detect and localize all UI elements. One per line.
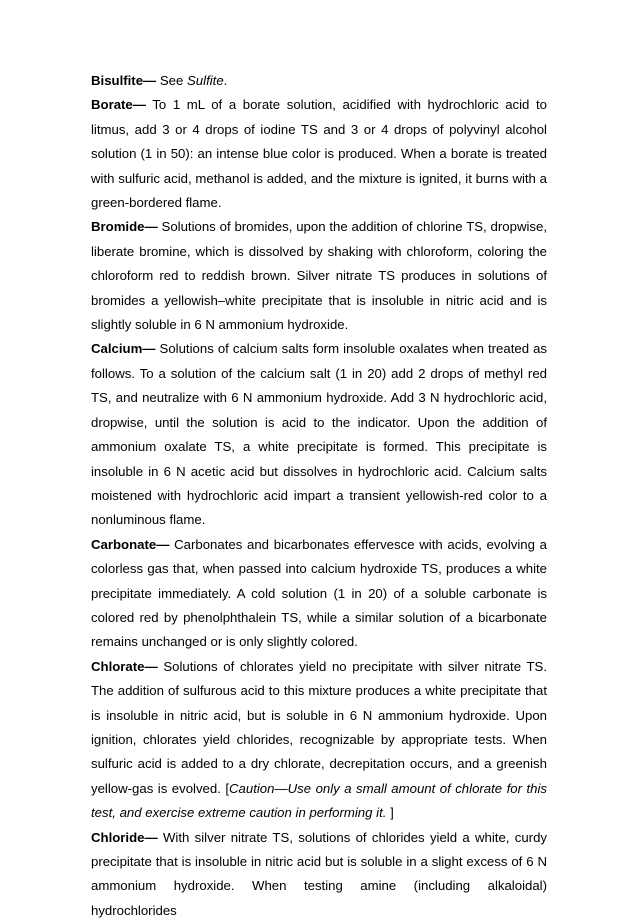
entry-text-after: . (223, 73, 228, 88)
entry-text: With silver nitrate TS, solutions of chlorides yield a white, curdy precipitate that is insoluble in nitric acid but is soluble in a slight excess of 6 N ammonium hydroxide. When testing amine (including alkaloidal) hydrochlorides (91, 829, 547, 918)
entry-italic-text: Sulfite (187, 73, 224, 88)
entry-chloride (91, 826, 547, 923)
entry-bisulfite (91, 69, 547, 93)
entry-term: Bisulfite— (91, 73, 157, 88)
entry-borate (91, 93, 547, 215)
entry-term: Chloride— (91, 829, 158, 845)
entry-calcium (91, 337, 547, 532)
entry-carbonate (91, 533, 547, 655)
entry-text: Carbonates and bicarbonates effervesce with acids, evolving a colorless gas that, when passed into calcium hydroxide TS, produces a white precipitate immediately. A cold solution (1 in 20) of a soluble carbonate is colored red by phenolphthalein TS, while a similar solution of a bicarbonate remains unchanged or is only slightly colored. (91, 536, 547, 650)
entry-chlorate (91, 655, 547, 826)
entry-text-after: ] (386, 805, 394, 821)
entry-term: Carbonate— (91, 536, 170, 552)
entry-text: See (156, 73, 188, 88)
entry-term: Borate— (91, 97, 146, 113)
entry-text: Solutions of bromides, upon the addition of chlorine TS, dropwise, liberate bromine, which is dissolved by shaking with chloroform, coloring the chloroform red to reddish brown. Silver nitrate TS produces in solutions of bromides a yellowish–white precipitate that is insoluble in nitric acid and is slightly soluble in 6 N ammonium hydroxide. (91, 219, 547, 333)
entry-term: Bromide— (91, 219, 158, 235)
entry-bromide (91, 215, 547, 337)
entry-caution-text: Caution—Use only a small amount of chlorate for this test, and exercise extreme caution in performing it. (91, 780, 547, 821)
entry-text: Solutions of chlorates yield no precipitate with silver nitrate TS. The addition of sulfurous acid to this mixture produces a white precipitate that is insoluble in nitric acid, but is soluble in 6 N ammonium hydroxide. Upon ignition, chlorates yield chlorides, recognizable by appropriate tests. When sulfuric acid is added to a dry chlorate, decrepitation occurs, and a greenish yellow-gas is evolved. [ (91, 658, 547, 796)
entry-text: Solutions of calcium salts form insoluble oxalates when treated as follows. To a solution of the calcium salt (1 in 20) add 2 drops of methyl red TS, and neutralize with 6 N ammonium hydroxide. Add 3 N hydrochloric acid, dropwise, until the solution is acid to the indicator. Upon the addition of ammonium oxalate TS, a white precipitate is formed. This precipitate is insoluble in 6 N acetic acid but dissolves in hydrochloric acid. Calcium salts moistened with hydrochloric acid impart a transient yellowish-red color to a nonluminous flame. (91, 341, 547, 528)
entry-term: Calcium— (91, 341, 156, 357)
entry-term: Chlorate— (91, 658, 158, 674)
entry-text: To 1 mL of a borate solution, acidified with hydrochloric acid to litmus, add 3 or 4 drops of iodine TS and 3 or 4 drops of polyvinyl alcohol solution (1 in 50): an intense blue color is produced. When a borate is treated with sulfuric acid, methanol is added, and the mixture is ignited, it burns with a green-bordered flame. (91, 97, 547, 211)
